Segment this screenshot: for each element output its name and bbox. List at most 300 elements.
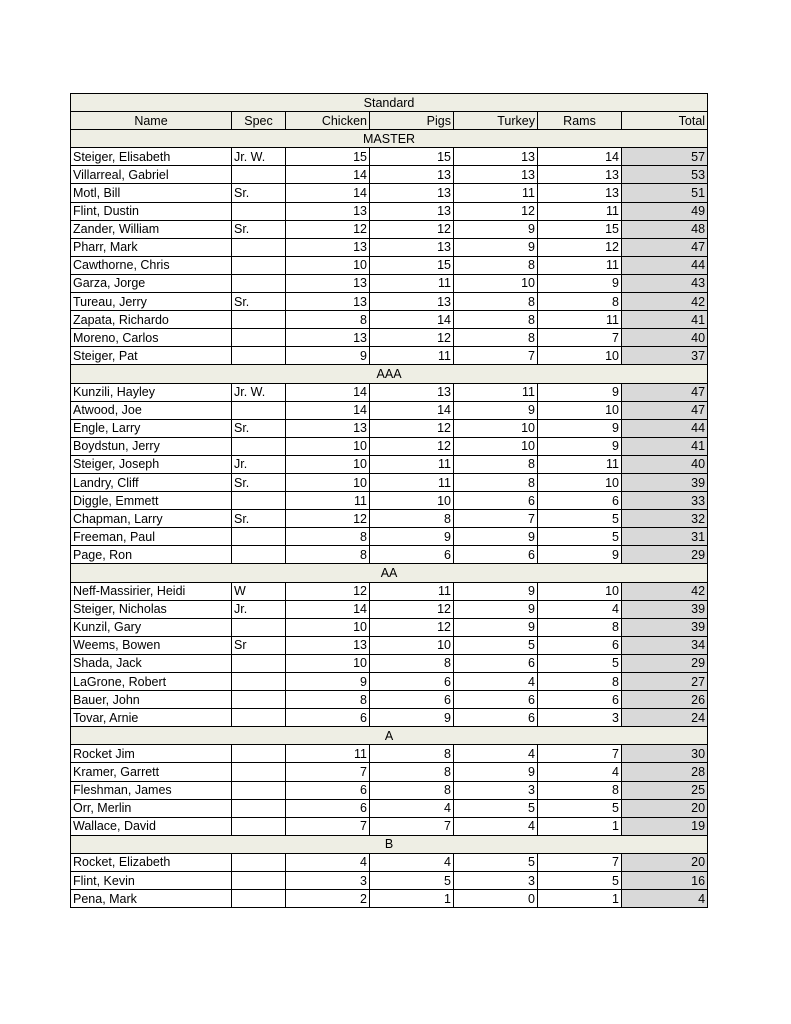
total-cell: 44: [622, 256, 708, 274]
total-cell: 57: [622, 148, 708, 166]
name-cell: Weems, Bowen: [71, 636, 232, 654]
turkey-cell: 0: [454, 890, 538, 908]
rams-cell: 7: [538, 745, 622, 763]
rams-cell: 1: [538, 890, 622, 908]
turkey-cell: 8: [454, 311, 538, 329]
chicken-cell: 10: [286, 455, 370, 473]
pigs-cell: 12: [370, 437, 454, 455]
spec-cell: Jr. W.: [232, 148, 286, 166]
table-row: [71, 582, 708, 600]
chicken-cell: 10: [286, 437, 370, 455]
total-cell: 42: [622, 293, 708, 311]
table-row: [71, 817, 708, 835]
table-row: [71, 510, 708, 528]
name-cell: Wallace, David: [71, 817, 232, 835]
spec-cell: [232, 166, 286, 184]
name-cell: Zapata, Richardo: [71, 311, 232, 329]
rams-cell: 12: [538, 238, 622, 256]
rams-cell: 11: [538, 311, 622, 329]
name-cell: Flint, Dustin: [71, 202, 232, 220]
table-row: [71, 890, 708, 908]
total-cell: 4: [622, 890, 708, 908]
chicken-cell: 9: [286, 347, 370, 365]
rams-cell: 10: [538, 401, 622, 419]
chicken-cell: 2: [286, 890, 370, 908]
column-header-spec: Spec: [232, 112, 286, 130]
pigs-cell: 10: [370, 492, 454, 510]
name-cell: Tureau, Jerry: [71, 293, 232, 311]
pigs-cell: 13: [370, 293, 454, 311]
spec-cell: [232, 437, 286, 455]
chicken-cell: 7: [286, 817, 370, 835]
table-row: [71, 799, 708, 817]
name-cell: Kunzil, Gary: [71, 618, 232, 636]
name-cell: Zander, William: [71, 220, 232, 238]
turkey-cell: 13: [454, 166, 538, 184]
spec-cell: [232, 528, 286, 546]
table-row: [71, 473, 708, 491]
pigs-cell: 8: [370, 763, 454, 781]
spec-cell: [232, 546, 286, 564]
total-cell: 47: [622, 401, 708, 419]
turkey-cell: 9: [454, 238, 538, 256]
total-cell: 40: [622, 329, 708, 347]
results-table: [70, 93, 708, 908]
table-row: [71, 709, 708, 727]
spec-cell: Sr.: [232, 510, 286, 528]
table-row: [71, 329, 708, 347]
table-title: Standard: [71, 94, 708, 112]
pigs-cell: 11: [370, 347, 454, 365]
total-cell: 41: [622, 437, 708, 455]
pigs-cell: 13: [370, 166, 454, 184]
total-cell: 29: [622, 654, 708, 672]
total-cell: 51: [622, 184, 708, 202]
turkey-cell: 6: [454, 654, 538, 672]
rams-cell: 7: [538, 853, 622, 871]
total-cell: 39: [622, 473, 708, 491]
chicken-cell: 13: [286, 329, 370, 347]
pigs-cell: 4: [370, 799, 454, 817]
chicken-cell: 4: [286, 853, 370, 871]
chicken-cell: 10: [286, 654, 370, 672]
turkey-cell: 3: [454, 872, 538, 890]
pigs-cell: 13: [370, 184, 454, 202]
pigs-cell: 15: [370, 148, 454, 166]
name-cell: Orr, Merlin: [71, 799, 232, 817]
rams-cell: 10: [538, 473, 622, 491]
total-cell: 28: [622, 763, 708, 781]
column-header-pigs: Pigs: [370, 112, 454, 130]
spec-cell: Jr.: [232, 600, 286, 618]
turkey-cell: 5: [454, 799, 538, 817]
total-cell: 39: [622, 618, 708, 636]
chicken-cell: 8: [286, 546, 370, 564]
total-cell: 40: [622, 455, 708, 473]
spec-cell: Sr: [232, 636, 286, 654]
turkey-cell: 7: [454, 510, 538, 528]
chicken-cell: 13: [286, 202, 370, 220]
turkey-cell: 6: [454, 691, 538, 709]
rams-cell: 11: [538, 202, 622, 220]
name-cell: Chapman, Larry: [71, 510, 232, 528]
total-cell: 48: [622, 220, 708, 238]
pigs-cell: 13: [370, 202, 454, 220]
pigs-cell: 14: [370, 311, 454, 329]
rams-cell: 7: [538, 329, 622, 347]
rams-cell: 8: [538, 673, 622, 691]
rams-cell: 8: [538, 781, 622, 799]
total-cell: 32: [622, 510, 708, 528]
pigs-cell: 8: [370, 781, 454, 799]
turkey-cell: 12: [454, 202, 538, 220]
spec-cell: [232, 673, 286, 691]
pigs-cell: 6: [370, 546, 454, 564]
total-cell: 29: [622, 546, 708, 564]
rams-cell: 5: [538, 528, 622, 546]
rams-cell: 15: [538, 220, 622, 238]
total-cell: 34: [622, 636, 708, 654]
table-row: [71, 220, 708, 238]
table-row: [71, 600, 708, 618]
spec-cell: [232, 799, 286, 817]
spec-cell: [232, 618, 286, 636]
spec-cell: [232, 202, 286, 220]
spec-cell: Sr.: [232, 220, 286, 238]
table-row: [71, 853, 708, 871]
table-row: [71, 184, 708, 202]
total-cell: 47: [622, 383, 708, 401]
table-row: [71, 673, 708, 691]
turkey-cell: 8: [454, 473, 538, 491]
total-cell: 43: [622, 274, 708, 292]
total-cell: 25: [622, 781, 708, 799]
table-row: [71, 455, 708, 473]
pigs-cell: 1: [370, 890, 454, 908]
total-cell: 31: [622, 528, 708, 546]
spec-cell: [232, 347, 286, 365]
table-row: [71, 401, 708, 419]
name-cell: Landry, Cliff: [71, 473, 232, 491]
rams-cell: 11: [538, 455, 622, 473]
spec-cell: Sr.: [232, 419, 286, 437]
pigs-cell: 15: [370, 256, 454, 274]
table-row: [71, 528, 708, 546]
name-cell: Flint, Kevin: [71, 872, 232, 890]
rams-cell: 6: [538, 691, 622, 709]
spec-cell: Sr.: [232, 293, 286, 311]
turkey-cell: 9: [454, 220, 538, 238]
rams-cell: 6: [538, 636, 622, 654]
chicken-cell: 6: [286, 709, 370, 727]
chicken-cell: 10: [286, 256, 370, 274]
class-header-row: [71, 835, 708, 853]
total-cell: 39: [622, 600, 708, 618]
rams-cell: 5: [538, 872, 622, 890]
table-row: [71, 872, 708, 890]
spec-cell: Sr.: [232, 473, 286, 491]
chicken-cell: 15: [286, 148, 370, 166]
spec-cell: [232, 256, 286, 274]
spec-cell: [232, 274, 286, 292]
name-cell: Moreno, Carlos: [71, 329, 232, 347]
chicken-cell: 12: [286, 220, 370, 238]
chicken-cell: 3: [286, 872, 370, 890]
spec-cell: [232, 654, 286, 672]
chicken-cell: 13: [286, 293, 370, 311]
rams-cell: 9: [538, 419, 622, 437]
name-cell: Rocket, Elizabeth: [71, 853, 232, 871]
rams-cell: 6: [538, 492, 622, 510]
class-header-row: [71, 365, 708, 383]
spec-cell: W: [232, 582, 286, 600]
chicken-cell: 14: [286, 401, 370, 419]
turkey-cell: 9: [454, 582, 538, 600]
turkey-cell: 11: [454, 184, 538, 202]
table-row: [71, 238, 708, 256]
spec-cell: Jr. W.: [232, 383, 286, 401]
rams-cell: 5: [538, 510, 622, 528]
class-label: B: [71, 835, 708, 853]
total-cell: 19: [622, 817, 708, 835]
rams-cell: 4: [538, 600, 622, 618]
name-cell: Cawthorne, Chris: [71, 256, 232, 274]
table-row: [71, 654, 708, 672]
name-cell: Rocket Jim: [71, 745, 232, 763]
table-row: [71, 781, 708, 799]
chicken-cell: 11: [286, 745, 370, 763]
chicken-cell: 13: [286, 274, 370, 292]
pigs-cell: 12: [370, 220, 454, 238]
spec-cell: [232, 492, 286, 510]
name-cell: Engle, Larry: [71, 419, 232, 437]
turkey-cell: 5: [454, 853, 538, 871]
spec-cell: [232, 401, 286, 419]
rams-cell: 13: [538, 166, 622, 184]
chicken-cell: 6: [286, 799, 370, 817]
name-cell: Garza, Jorge: [71, 274, 232, 292]
spec-cell: [232, 311, 286, 329]
total-cell: 42: [622, 582, 708, 600]
chicken-cell: 14: [286, 184, 370, 202]
chicken-cell: 6: [286, 781, 370, 799]
pigs-cell: 10: [370, 636, 454, 654]
table-row: [71, 492, 708, 510]
name-cell: Boydstun, Jerry: [71, 437, 232, 455]
turkey-cell: 4: [454, 817, 538, 835]
chicken-cell: 12: [286, 582, 370, 600]
chicken-cell: 7: [286, 763, 370, 781]
pigs-cell: 4: [370, 853, 454, 871]
pigs-cell: 9: [370, 528, 454, 546]
turkey-cell: 10: [454, 419, 538, 437]
rams-cell: 9: [538, 383, 622, 401]
pigs-cell: 6: [370, 691, 454, 709]
rams-cell: 4: [538, 763, 622, 781]
name-cell: Tovar, Arnie: [71, 709, 232, 727]
turkey-cell: 9: [454, 763, 538, 781]
spec-cell: [232, 763, 286, 781]
total-cell: 30: [622, 745, 708, 763]
pigs-cell: 13: [370, 238, 454, 256]
spec-cell: [232, 872, 286, 890]
name-cell: Neff-Massirier, Heidi: [71, 582, 232, 600]
name-cell: Kramer, Garrett: [71, 763, 232, 781]
pigs-cell: 9: [370, 709, 454, 727]
turkey-cell: 4: [454, 673, 538, 691]
rams-cell: 13: [538, 184, 622, 202]
turkey-cell: 3: [454, 781, 538, 799]
table-row: [71, 347, 708, 365]
pigs-cell: 12: [370, 600, 454, 618]
total-cell: 37: [622, 347, 708, 365]
rams-cell: 5: [538, 654, 622, 672]
spec-cell: [232, 890, 286, 908]
column-header-rams: Rams: [538, 112, 622, 130]
name-cell: Steiger, Joseph: [71, 455, 232, 473]
table-row: [71, 636, 708, 654]
table-row: [71, 618, 708, 636]
turkey-cell: 5: [454, 636, 538, 654]
total-cell: 41: [622, 311, 708, 329]
column-header-row: [71, 112, 708, 130]
total-cell: 16: [622, 872, 708, 890]
turkey-cell: 6: [454, 709, 538, 727]
chicken-cell: 12: [286, 510, 370, 528]
turkey-cell: 11: [454, 383, 538, 401]
pigs-cell: 6: [370, 673, 454, 691]
table-row: [71, 691, 708, 709]
total-cell: 24: [622, 709, 708, 727]
pigs-cell: 11: [370, 455, 454, 473]
table-row: [71, 166, 708, 184]
name-cell: Fleshman, James: [71, 781, 232, 799]
table-row: [71, 383, 708, 401]
rams-cell: 8: [538, 618, 622, 636]
chicken-cell: 10: [286, 618, 370, 636]
table-title-row: [71, 94, 708, 112]
table-row: [71, 437, 708, 455]
total-cell: 44: [622, 419, 708, 437]
name-cell: Villarreal, Gabriel: [71, 166, 232, 184]
column-header-turkey: Turkey: [454, 112, 538, 130]
pigs-cell: 12: [370, 618, 454, 636]
chicken-cell: 8: [286, 691, 370, 709]
turkey-cell: 8: [454, 293, 538, 311]
name-cell: Diggle, Emmett: [71, 492, 232, 510]
pigs-cell: 5: [370, 872, 454, 890]
name-cell: Shada, Jack: [71, 654, 232, 672]
turkey-cell: 9: [454, 618, 538, 636]
name-cell: Page, Ron: [71, 546, 232, 564]
rams-cell: 10: [538, 347, 622, 365]
column-header-name: Name: [71, 112, 232, 130]
rams-cell: 1: [538, 817, 622, 835]
pigs-cell: 11: [370, 582, 454, 600]
table-row: [71, 293, 708, 311]
turkey-cell: 8: [454, 455, 538, 473]
table-row: [71, 546, 708, 564]
table-row: [71, 311, 708, 329]
class-label: AA: [71, 564, 708, 582]
spec-cell: [232, 817, 286, 835]
table-row: [71, 274, 708, 292]
name-cell: Freeman, Paul: [71, 528, 232, 546]
name-cell: Steiger, Pat: [71, 347, 232, 365]
total-cell: 53: [622, 166, 708, 184]
rams-cell: 11: [538, 256, 622, 274]
pigs-cell: 8: [370, 745, 454, 763]
results-table-body: [71, 94, 708, 908]
rams-cell: 9: [538, 546, 622, 564]
turkey-cell: 9: [454, 528, 538, 546]
name-cell: Pena, Mark: [71, 890, 232, 908]
table-row: [71, 202, 708, 220]
turkey-cell: 8: [454, 329, 538, 347]
turkey-cell: 10: [454, 274, 538, 292]
total-cell: 49: [622, 202, 708, 220]
chicken-cell: 13: [286, 636, 370, 654]
chicken-cell: 9: [286, 673, 370, 691]
pigs-cell: 12: [370, 329, 454, 347]
rams-cell: 8: [538, 293, 622, 311]
turkey-cell: 13: [454, 148, 538, 166]
class-header-row: [71, 564, 708, 582]
class-label: MASTER: [71, 130, 708, 148]
total-cell: 47: [622, 238, 708, 256]
pigs-cell: 11: [370, 473, 454, 491]
pigs-cell: 13: [370, 383, 454, 401]
total-cell: 33: [622, 492, 708, 510]
total-cell: 26: [622, 691, 708, 709]
spec-cell: Sr.: [232, 184, 286, 202]
table-row: [71, 419, 708, 437]
chicken-cell: 13: [286, 238, 370, 256]
rams-cell: 14: [538, 148, 622, 166]
table-row: [71, 763, 708, 781]
name-cell: Motl, Bill: [71, 184, 232, 202]
turkey-cell: 8: [454, 256, 538, 274]
chicken-cell: 8: [286, 311, 370, 329]
table-row: [71, 148, 708, 166]
pigs-cell: 14: [370, 401, 454, 419]
table-row: [71, 745, 708, 763]
rams-cell: 5: [538, 799, 622, 817]
name-cell: Atwood, Joe: [71, 401, 232, 419]
spec-cell: [232, 781, 286, 799]
chicken-cell: 14: [286, 166, 370, 184]
rams-cell: 9: [538, 437, 622, 455]
pigs-cell: 12: [370, 419, 454, 437]
name-cell: Pharr, Mark: [71, 238, 232, 256]
class-header-row: [71, 130, 708, 148]
chicken-cell: 10: [286, 473, 370, 491]
turkey-cell: 7: [454, 347, 538, 365]
spec-cell: [232, 853, 286, 871]
turkey-cell: 6: [454, 546, 538, 564]
pigs-cell: 11: [370, 274, 454, 292]
table-row: [71, 256, 708, 274]
spec-cell: [232, 745, 286, 763]
name-cell: Kunzili, Hayley: [71, 383, 232, 401]
name-cell: LaGrone, Robert: [71, 673, 232, 691]
total-cell: 20: [622, 853, 708, 871]
turkey-cell: 6: [454, 492, 538, 510]
turkey-cell: 10: [454, 437, 538, 455]
spec-cell: [232, 238, 286, 256]
name-cell: Steiger, Elisabeth: [71, 148, 232, 166]
pigs-cell: 8: [370, 510, 454, 528]
